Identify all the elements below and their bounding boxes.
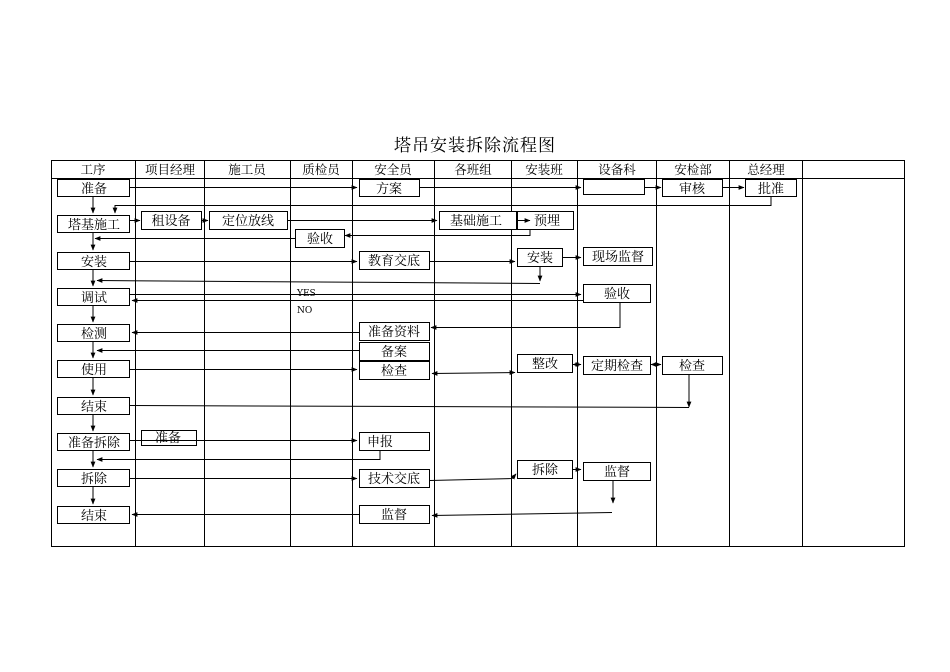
page-title: 塔吊安装拆除流程图 — [394, 136, 556, 156]
column-header-general-manager: 总经理 — [747, 162, 785, 177]
step-debug: 调试 — [80, 291, 108, 306]
node-onsite-supervision: 现场监督 — [591, 250, 645, 265]
node-safety-check: 检查 — [380, 364, 408, 379]
node-equipment-supervise: 监督 — [603, 465, 631, 480]
node-layout-setout: 定位放线 — [221, 214, 275, 229]
step-prepare-dismantle: 准备拆除 — [67, 436, 121, 451]
node-safety-briefing: 教育交底 — [367, 254, 421, 269]
node-dismantle: 拆除 — [531, 463, 559, 478]
step-inspect: 检测 — [80, 327, 108, 342]
node-embed: 预埋 — [533, 214, 561, 229]
node-equipment-acceptance: 验收 — [603, 287, 631, 302]
column-header-quality-inspector: 质检员 — [302, 162, 340, 177]
step-install: 安装 — [80, 255, 108, 270]
node-pm-prepare: 准备 — [154, 431, 182, 446]
node-foundation-work: 基础施工 — [449, 214, 503, 229]
node-qc-acceptance: 验收 — [306, 232, 334, 247]
connectors — [93, 188, 771, 516]
node-prepare-docs: 准备资料 — [367, 325, 421, 340]
node-filing: 备案 — [380, 345, 408, 360]
column-header-project-manager: 项目经理 — [144, 162, 196, 177]
node-box — [584, 180, 645, 195]
step-dismantle: 拆除 — [80, 472, 108, 487]
node-review: 审核 — [678, 182, 706, 197]
node-report: 申报 — [366, 435, 394, 450]
column-header-equipment-dept: 设备科 — [598, 162, 636, 177]
node-rectify: 整改 — [531, 357, 559, 372]
label-yes: YES — [297, 289, 316, 299]
node-plan: 方案 — [375, 182, 403, 197]
column-header-constructor: 施工员 — [228, 162, 266, 177]
node-approve: 批准 — [757, 182, 785, 197]
step-end: 结束 — [80, 400, 108, 415]
node-rent-equipment: 租设备 — [151, 214, 191, 229]
step-tower-foundation: 塔基施工 — [67, 218, 121, 233]
step-use: 使用 — [80, 363, 108, 378]
column-header-safety-officer: 安全员 — [374, 162, 412, 177]
node-safety-supervise: 监督 — [380, 508, 408, 523]
column-header-process: 工序 — [80, 162, 106, 177]
label-no: NO — [297, 306, 313, 316]
step-end: 结束 — [80, 509, 108, 524]
node-install: 安装 — [526, 251, 554, 266]
node-dept-check: 检查 — [678, 359, 706, 374]
column-header-safety-dept: 安检部 — [674, 162, 712, 177]
column-header-install-team: 安装班 — [525, 162, 563, 177]
step-prepare: 准备 — [80, 182, 108, 197]
column-header-work-teams: 各班组 — [454, 162, 492, 177]
node-tech-briefing: 技术交底 — [367, 472, 421, 487]
node-periodic-check: 定期检查 — [590, 359, 644, 374]
